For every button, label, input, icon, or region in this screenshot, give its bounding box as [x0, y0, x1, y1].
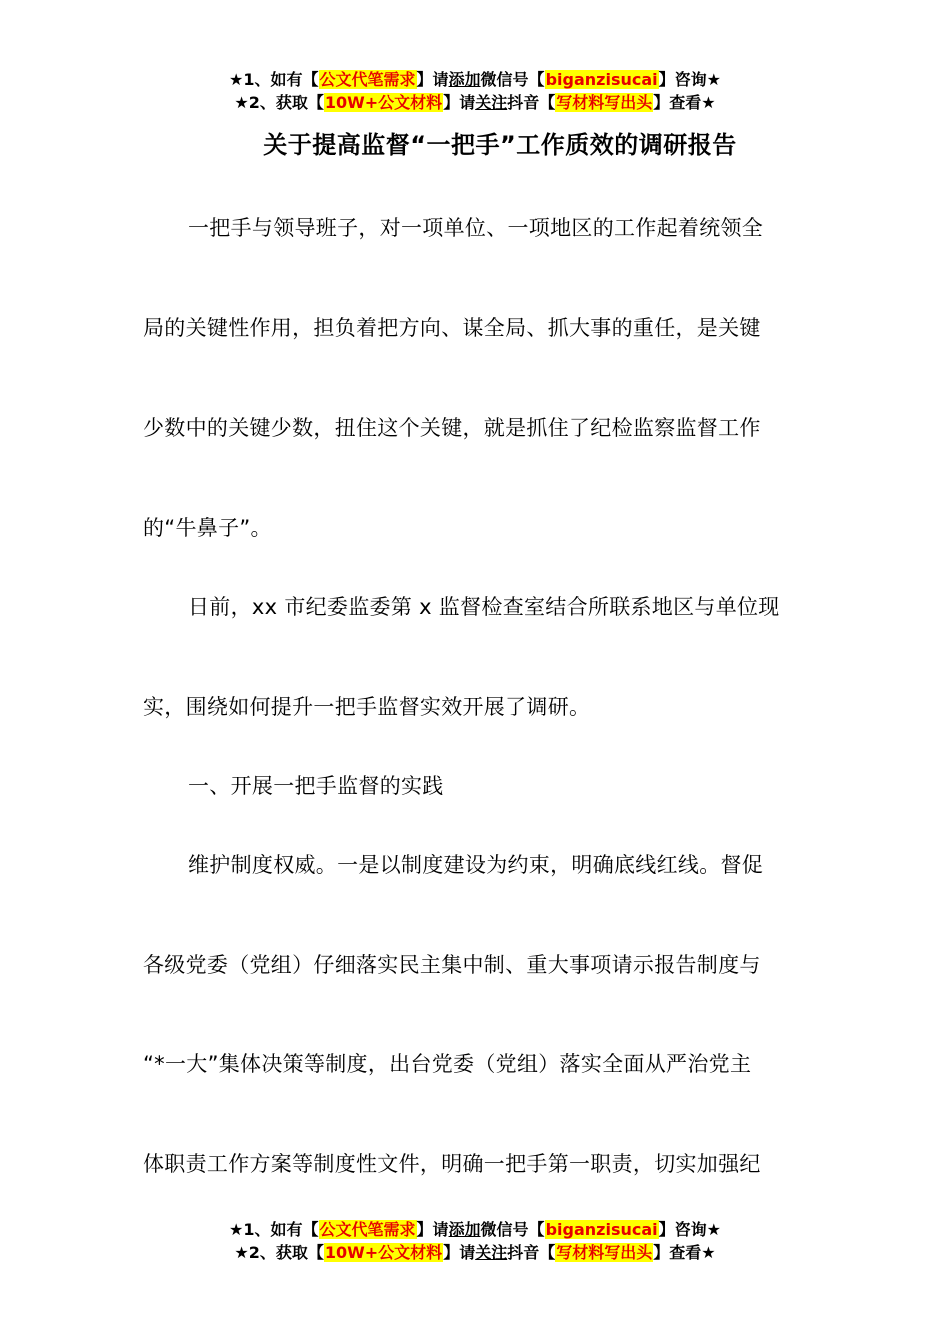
- banner-text: ★2、获取【: [234, 93, 324, 112]
- footer-banner: [0, 1218, 950, 1264]
- header-banner-line-2: [0, 91, 950, 114]
- banner-text: 】请: [416, 1220, 449, 1239]
- banner-text: 抖音【: [507, 93, 556, 112]
- paragraph-line: 各级党委（党组）仔细落实民主集中制、重大事项请示报告制度与: [143, 953, 761, 977]
- paragraph-line: 一把手与领导班子，对一项单位、一项地区的工作起着统领全: [188, 216, 764, 240]
- banner-text: 】查看★: [653, 1243, 716, 1262]
- banner-underlined: 关注: [475, 1243, 508, 1262]
- banner-underlined: 添加: [448, 70, 481, 89]
- banner-text: 】请: [416, 70, 449, 89]
- banner-text: 微信号【: [480, 70, 545, 89]
- paragraph-line: 少数中的关键少数，扭住这个关键，就是抓住了纪检监察监督工作: [143, 416, 761, 440]
- banner-text: 】请: [443, 93, 476, 112]
- banner-underlined: 关注: [475, 93, 508, 112]
- paragraph-line: 维护制度权威。一是以制度建设为约束，明确底线红线。督促: [188, 853, 764, 877]
- highlight-service: 公文代笔需求: [319, 70, 416, 89]
- banner-text: ★1、如有【: [229, 70, 319, 89]
- document-title: 关于提高监督“一把手”工作质效的调研报告: [263, 131, 737, 159]
- banner-underlined: 添加: [448, 1220, 481, 1239]
- paragraph-line: “*一大”集体决策等制度，出台党委（党组）落实全面从严治党主: [143, 1052, 752, 1076]
- highlight-wechat-id: biganzisucai: [545, 70, 658, 89]
- banner-text: 】咨询★: [658, 1220, 721, 1239]
- paragraph-line: 体职责工作方案等制度性文件，明确一把手第一职责，切实加强纪: [143, 1152, 761, 1176]
- banner-text: 抖音【: [507, 1243, 556, 1262]
- header-banner-line-1: [0, 68, 950, 91]
- footer-banner-line-2: [0, 1241, 950, 1264]
- paragraph-line: 的“牛鼻子”。: [143, 516, 272, 540]
- highlight-douyin-account: 写材料写出头: [556, 1243, 653, 1262]
- banner-text: ★1、如有【: [229, 1220, 319, 1239]
- banner-text: ★2、获取【: [234, 1243, 324, 1262]
- paragraph-line: 日前，xx 市纪委监委第 x 监督检查室结合所联系地区与单位现: [188, 595, 780, 619]
- footer-banner-line-1: [0, 1218, 950, 1241]
- banner-text: 】咨询★: [658, 70, 721, 89]
- highlight-douyin-account: 写材料写出头: [556, 93, 653, 112]
- highlight-wechat-id: biganzisucai: [545, 1220, 658, 1239]
- header-banner: [0, 68, 950, 114]
- paragraph-line: 实，围绕如何提升一把手监督实效开展了调研。: [143, 695, 591, 719]
- paragraph-line: 局的关键性作用，担负着把方向、谋全局、抓大事的重任，是关键: [143, 316, 761, 340]
- section-heading: 一、开展一把手监督的实践: [188, 774, 444, 798]
- banner-text: 微信号【: [480, 1220, 545, 1239]
- highlight-materials: 10W+公文材料: [324, 93, 443, 112]
- banner-text: 】查看★: [653, 93, 716, 112]
- highlight-service: 公文代笔需求: [319, 1220, 416, 1239]
- highlight-materials: 10W+公文材料: [324, 1243, 443, 1262]
- banner-text: 】请: [443, 1243, 476, 1262]
